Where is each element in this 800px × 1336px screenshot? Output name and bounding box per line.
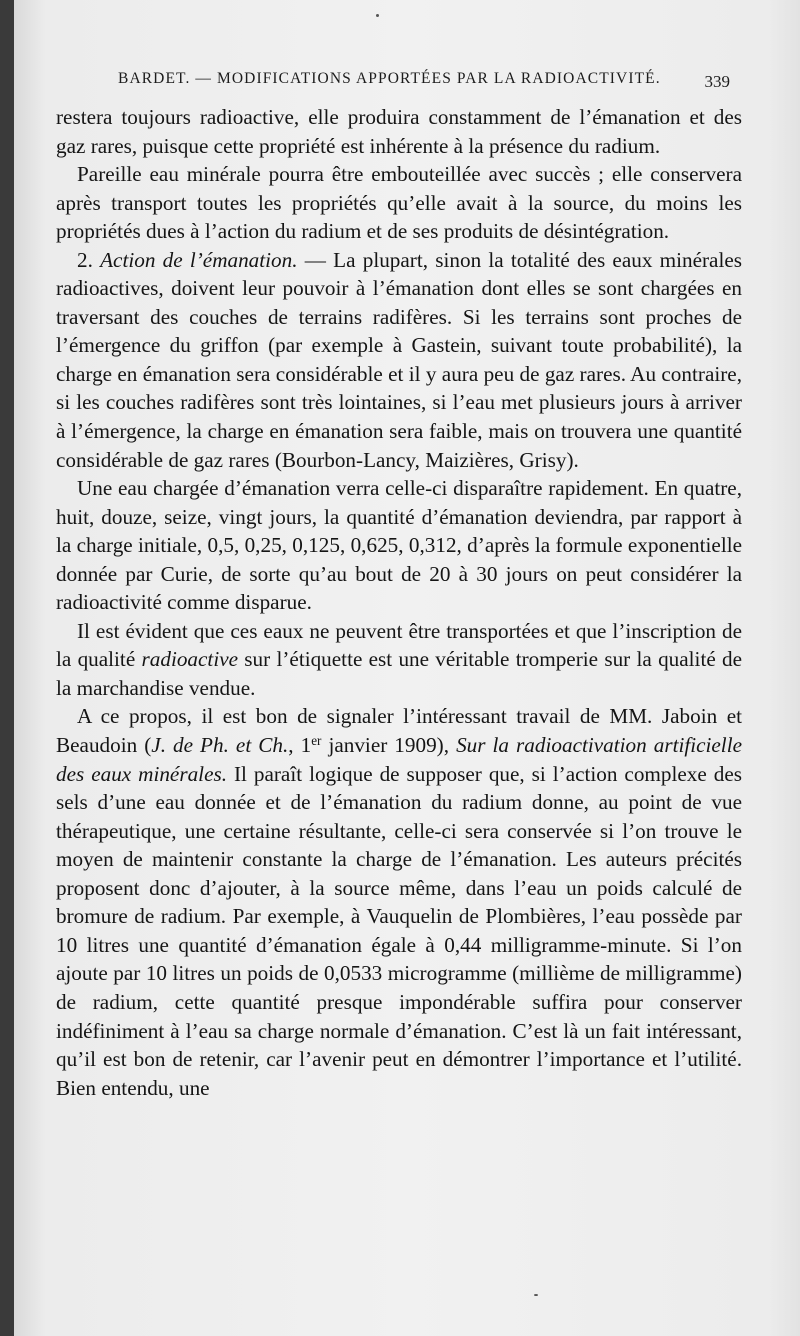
print-speck [534, 1294, 538, 1296]
section-text: La plupart, sinon la totalité des eaux minérales radioactives, doivent leur pouvoir à l’émanation dont elles se sont chargées en traversant des couches de terrains radifères. Si les terrains sont proches de l’émergence du griffon (par exemple à Gastein, suivant toute probabilité), la charge en émanation sera considérable et il y aura peu de gaz rares. Au contraire, si les couches radifères sont très lointaines, si l’eau met plusieurs jours à arriver à l’émergence, la charge en émanation sera faible, mais on trouvera une quantité considérable de gaz rares (Bourbon-Lancy, Maizières, Grisy). [56, 247, 742, 472]
paragraph-5-after: sur l’étiquette est une véritable tromperie sur la qualité de la marchandise vendue. [56, 647, 743, 700]
ordinal-superscript: er [311, 732, 322, 748]
paragraph-labeling [56, 617, 742, 703]
print-speck [376, 14, 379, 17]
book-page [14, 0, 800, 1336]
paragraph-6-part-4: Il paraît logique de supposer que, si l’action complexe des sels d’une eau donnée et de l’émanation du radium donne, au point de vue thérapeutique, une certaine résultante, celle-ci sera conservée si l’on trouve le moyen de maintenir constante la charge de l’émanation. Les auteurs précités proposent donc d’ajouter, à la source même, dans l’eau un poids calculé de bromure de radium. Par exemple, à Vauquelin de Plombières, l’eau possède par 10 litres une quantité d’émanation égale à 0,44 milligramme-minute. Si l’on ajoute par 10 litres un poids de 0,0533 microgramme (millième de milligramme) de radium, cette quantité presque impondérable suffira pour conserver indéfiniment à l’eau sa charge normale d’émanation. C’est là un fait intéressant, qu’il est bon de retenir, car l’avenir peut en démontrer l’importance et l’utilité. Bien entendu, une [56, 761, 742, 1100]
paragraph-2-text: Pareille eau minérale pourra être embouteillée avec succès ; elle conservera après transport toutes les propriétés qu’elle avait à la source, du moins les propriétés dues à l’action du radium et de ses produits de désintégration. [56, 162, 742, 244]
paragraph-6-part-3: janvier 1909), [321, 733, 457, 758]
paragraph-continued [56, 103, 742, 160]
section-heading: Action de l’émanation. [100, 247, 298, 272]
paragraph-jaboin-beaudoin [56, 702, 742, 1102]
page-number: 339 [704, 72, 730, 91]
paragraph-bottling [56, 160, 742, 246]
section-dash: — [304, 247, 326, 272]
article-title: Sur la radioactivation artificielle des eaux minérales. [56, 733, 742, 786]
paragraph-4-text: Une eau chargée d’émanation verra celle-ci disparaître rapidement. En quatre, huit, douze, seize, vingt jours, la quantité d’émanation deviendra, par rapport à la charge initiale, 0,5, 0,25, 0,125, 0,625, 0,312, d’après la formule exponentielle donnée par Curie, de sorte qu’au bout de 20 à 30 jours on peut considérer la radioactivité comme disparue. [56, 476, 742, 615]
paragraph-5-before: Il est évident que ces eaux ne peuvent être transportées et que l’inscription de la qualité [56, 618, 742, 672]
paragraph-6-part-1: A ce propos, il est bon de signaler l’intéressant travail de MM. Jaboin et Beaudoin ( [56, 704, 742, 758]
paragraph-decay [56, 474, 742, 617]
paragraph-emanation-section [56, 246, 742, 474]
paragraph-5-italic: radioactive [141, 647, 239, 672]
paragraph-6-part-2: , 1 [288, 733, 312, 758]
running-head: BARDET. — MODIFICATIONS APPORTÉES PAR LA RADIOACTIVITÉ. [118, 70, 661, 87]
section-number: 2. [77, 247, 93, 272]
body-text [56, 103, 742, 1102]
paragraph-1-text: restera toujours radioactive, elle produira constamment de l’émanation et des gaz rares, puisque cette propriété est inhérente à la présence du radium. [56, 105, 742, 158]
journal-reference: J. de Ph. et Ch. [151, 733, 289, 758]
